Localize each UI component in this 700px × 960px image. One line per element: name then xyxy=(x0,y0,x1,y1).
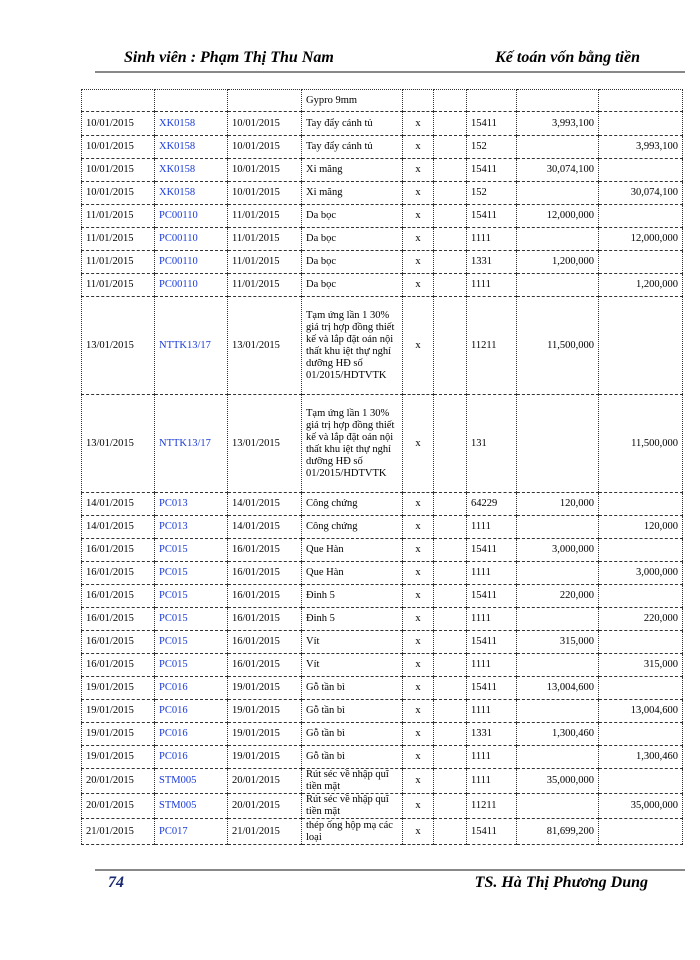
debit-cell: 13,004,600 xyxy=(517,677,599,700)
doc-number-cell[interactable]: PC015 xyxy=(155,654,228,677)
credit-cell: 3,993,100 xyxy=(599,136,683,159)
blank-cell xyxy=(434,746,467,769)
mark-cell: x xyxy=(403,654,434,677)
blank-cell xyxy=(434,608,467,631)
blank-cell xyxy=(434,90,467,112)
description-cell: Tay đẩy cánh tủ xyxy=(302,136,403,159)
description-cell: Rút séc về nhập quĩ tiền mặt xyxy=(302,794,403,819)
date-cell: 16/01/2015 xyxy=(82,608,155,631)
debit-cell xyxy=(517,562,599,585)
blank-cell xyxy=(434,677,467,700)
doc-number-cell[interactable] xyxy=(155,90,228,112)
blank-cell xyxy=(434,228,467,251)
account-cell: 15411 xyxy=(467,159,517,182)
doc-date-cell: 16/01/2015 xyxy=(228,654,302,677)
date-cell: 20/01/2015 xyxy=(82,769,155,794)
account-cell: 15411 xyxy=(467,585,517,608)
description-cell: Gỗ tần bì xyxy=(302,677,403,700)
doc-number-cell[interactable]: PC013 xyxy=(155,493,228,516)
description-cell: Que Hàn xyxy=(302,562,403,585)
description-cell: Đinh 5 xyxy=(302,585,403,608)
account-cell: 15411 xyxy=(467,819,517,845)
debit-cell: 3,993,100 xyxy=(517,112,599,136)
account-cell: 1111 xyxy=(467,274,517,297)
credit-cell: 220,000 xyxy=(599,608,683,631)
doc-date-cell: 14/01/2015 xyxy=(228,493,302,516)
account-cell: 1111 xyxy=(467,562,517,585)
blank-cell xyxy=(434,794,467,819)
credit-cell xyxy=(599,205,683,228)
doc-date-cell: 11/01/2015 xyxy=(228,274,302,297)
doc-date-cell: 16/01/2015 xyxy=(228,562,302,585)
blank-cell xyxy=(434,251,467,274)
doc-number-cell[interactable]: PC016 xyxy=(155,677,228,700)
table-row xyxy=(82,539,683,562)
credit-cell: 30,074,100 xyxy=(599,182,683,205)
debit-cell: 11,500,000 xyxy=(517,297,599,395)
debit-cell xyxy=(517,746,599,769)
table-row xyxy=(82,112,683,136)
description-cell: Gỗ tần bì xyxy=(302,746,403,769)
table-row xyxy=(82,251,683,274)
debit-cell: 120,000 xyxy=(517,493,599,516)
debit-cell xyxy=(517,516,599,539)
doc-date-cell: 10/01/2015 xyxy=(228,159,302,182)
doc-date-cell: 13/01/2015 xyxy=(228,297,302,395)
account-cell: 64229 xyxy=(467,493,517,516)
chapter-title: Kế toán vốn bằng tiền xyxy=(495,49,640,66)
description-cell: Da bọc xyxy=(302,274,403,297)
credit-cell: 12,000,000 xyxy=(599,228,683,251)
debit-cell: 30,074,100 xyxy=(517,159,599,182)
mark-cell: x xyxy=(403,274,434,297)
mark-cell: x xyxy=(403,562,434,585)
account-cell: 11211 xyxy=(467,297,517,395)
doc-date-cell: 19/01/2015 xyxy=(228,677,302,700)
credit-cell xyxy=(599,677,683,700)
blank-cell xyxy=(434,769,467,794)
credit-cell: 3,000,000 xyxy=(599,562,683,585)
account-cell: 152 xyxy=(467,182,517,205)
description-cell: Công chứng xyxy=(302,516,403,539)
mark-cell: x xyxy=(403,700,434,723)
credit-cell xyxy=(599,493,683,516)
description-cell: Gỗ tần bì xyxy=(302,723,403,746)
doc-date-cell: 19/01/2015 xyxy=(228,746,302,769)
doc-number-cell[interactable]: NTTK13/17 xyxy=(155,395,228,493)
student-name: Sinh viên : Phạm Thị Thu Nam xyxy=(124,49,334,66)
doc-number-cell[interactable]: PC00110 xyxy=(155,205,228,228)
blank-cell xyxy=(434,112,467,136)
doc-date-cell: 11/01/2015 xyxy=(228,251,302,274)
credit-cell xyxy=(599,90,683,112)
account-cell: 1111 xyxy=(467,700,517,723)
debit-cell: 3,000,000 xyxy=(517,539,599,562)
account-cell: 1331 xyxy=(467,723,517,746)
account-cell: 1331 xyxy=(467,251,517,274)
credit-cell: 315,000 xyxy=(599,654,683,677)
date-cell: 16/01/2015 xyxy=(82,631,155,654)
blank-cell xyxy=(434,723,467,746)
mark-cell: x xyxy=(403,251,434,274)
mark-cell: x xyxy=(403,159,434,182)
doc-date-cell: 19/01/2015 xyxy=(228,723,302,746)
table-row xyxy=(82,562,683,585)
supervisor-name: TS. Hà Thị Phương Dung xyxy=(474,874,648,891)
account-cell: 1111 xyxy=(467,228,517,251)
credit-cell xyxy=(599,585,683,608)
mark-cell: x xyxy=(403,112,434,136)
credit-cell: 120,000 xyxy=(599,516,683,539)
debit-cell xyxy=(517,182,599,205)
doc-number-cell[interactable]: PC016 xyxy=(155,746,228,769)
account-cell: 11211 xyxy=(467,794,517,819)
debit-cell xyxy=(517,136,599,159)
debit-cell xyxy=(517,608,599,631)
description-cell: Đinh 5 xyxy=(302,608,403,631)
date-cell: 10/01/2015 xyxy=(82,112,155,136)
ledger-body xyxy=(82,90,683,845)
doc-date-cell: 10/01/2015 xyxy=(228,182,302,205)
doc-date-cell: 19/01/2015 xyxy=(228,700,302,723)
debit-cell: 220,000 xyxy=(517,585,599,608)
table-row xyxy=(82,746,683,769)
credit-cell xyxy=(599,297,683,395)
date-cell: 11/01/2015 xyxy=(82,251,155,274)
ledger-table xyxy=(81,89,683,845)
table-row xyxy=(82,794,683,819)
date-cell: 16/01/2015 xyxy=(82,539,155,562)
blank-cell xyxy=(434,539,467,562)
date-cell: 19/01/2015 xyxy=(82,677,155,700)
blank-cell xyxy=(434,700,467,723)
table-row xyxy=(82,700,683,723)
account-cell: 1111 xyxy=(467,516,517,539)
credit-cell: 1,300,460 xyxy=(599,746,683,769)
date-cell: 11/01/2015 xyxy=(82,228,155,251)
credit-cell xyxy=(599,723,683,746)
table-row xyxy=(82,819,683,845)
debit-cell: 35,000,000 xyxy=(517,769,599,794)
doc-date-cell: 16/01/2015 xyxy=(228,608,302,631)
mark-cell: x xyxy=(403,493,434,516)
description-cell: Da bọc xyxy=(302,251,403,274)
table-row xyxy=(82,274,683,297)
credit-cell: 1,200,000 xyxy=(599,274,683,297)
doc-date-cell: 11/01/2015 xyxy=(228,228,302,251)
debit-cell xyxy=(517,700,599,723)
credit-cell xyxy=(599,251,683,274)
date-cell: 21/01/2015 xyxy=(82,819,155,845)
doc-date-cell: 20/01/2015 xyxy=(228,794,302,819)
account-cell: 15411 xyxy=(467,677,517,700)
doc-number-cell[interactable]: PC015 xyxy=(155,608,228,631)
mark-cell: x xyxy=(403,516,434,539)
credit-cell xyxy=(599,112,683,136)
description-cell: thép ống hộp mạ các loại xyxy=(302,819,403,845)
doc-number-cell[interactable]: PC00110 xyxy=(155,251,228,274)
date-cell: 20/01/2015 xyxy=(82,794,155,819)
doc-date-cell: 10/01/2015 xyxy=(228,136,302,159)
mark-cell: x xyxy=(403,228,434,251)
account-cell xyxy=(467,90,517,112)
doc-date-cell: 11/01/2015 xyxy=(228,205,302,228)
date-cell: 10/01/2015 xyxy=(82,182,155,205)
mark-cell: x xyxy=(403,539,434,562)
table-row xyxy=(82,228,683,251)
doc-number-cell[interactable]: PC013 xyxy=(155,516,228,539)
debit-cell: 81,699,200 xyxy=(517,819,599,845)
doc-number-cell[interactable]: PC017 xyxy=(155,819,228,845)
description-cell: Xi măng xyxy=(302,159,403,182)
account-cell: 1111 xyxy=(467,654,517,677)
table-row xyxy=(82,585,683,608)
debit-cell: 12,000,000 xyxy=(517,205,599,228)
table-row xyxy=(82,395,683,493)
date-cell: 19/01/2015 xyxy=(82,700,155,723)
mark-cell: x xyxy=(403,136,434,159)
date-cell: 11/01/2015 xyxy=(82,274,155,297)
table-row xyxy=(82,493,683,516)
debit-cell xyxy=(517,274,599,297)
credit-cell xyxy=(599,769,683,794)
blank-cell xyxy=(434,585,467,608)
doc-date-cell: 16/01/2015 xyxy=(228,585,302,608)
doc-date-cell: 13/01/2015 xyxy=(228,395,302,493)
table-row xyxy=(82,677,683,700)
doc-date-cell: 21/01/2015 xyxy=(228,819,302,845)
header-rule xyxy=(95,71,685,73)
page-footer xyxy=(80,868,682,898)
table-row xyxy=(82,608,683,631)
doc-number-cell[interactable]: XK0158 xyxy=(155,112,228,136)
debit-cell xyxy=(517,395,599,493)
account-cell: 15411 xyxy=(467,539,517,562)
mark-cell: x xyxy=(403,205,434,228)
blank-cell xyxy=(434,159,467,182)
blank-cell xyxy=(434,395,467,493)
credit-cell: 11,500,000 xyxy=(599,395,683,493)
mark-cell: x xyxy=(403,395,434,493)
doc-number-cell[interactable]: STM005 xyxy=(155,794,228,819)
account-cell: 15411 xyxy=(467,205,517,228)
table-row xyxy=(82,516,683,539)
description-cell: Công chứng xyxy=(302,493,403,516)
mark-cell: x xyxy=(403,819,434,845)
table-row xyxy=(82,297,683,395)
doc-number-cell[interactable]: XK0158 xyxy=(155,159,228,182)
description-cell: Xi măng xyxy=(302,182,403,205)
description-cell: Gypro 9mm xyxy=(302,90,403,112)
date-cell: 19/01/2015 xyxy=(82,723,155,746)
date-cell: 14/01/2015 xyxy=(82,516,155,539)
table-row xyxy=(82,769,683,794)
account-cell: 15411 xyxy=(467,112,517,136)
date-cell: 19/01/2015 xyxy=(82,746,155,769)
blank-cell xyxy=(434,631,467,654)
blank-cell xyxy=(434,136,467,159)
doc-number-cell[interactable]: PC016 xyxy=(155,723,228,746)
table-row xyxy=(82,90,683,112)
page-header xyxy=(80,44,682,74)
mark-cell: x xyxy=(403,297,434,395)
page-number: 74 xyxy=(108,874,124,891)
credit-cell xyxy=(599,819,683,845)
account-cell: 152 xyxy=(467,136,517,159)
credit-cell: 35,000,000 xyxy=(599,794,683,819)
doc-number-cell[interactable]: PC00110 xyxy=(155,228,228,251)
date-cell: 13/01/2015 xyxy=(82,297,155,395)
doc-number-cell[interactable]: PC015 xyxy=(155,562,228,585)
blank-cell xyxy=(434,819,467,845)
description-cell: Da bọc xyxy=(302,228,403,251)
date-cell: 14/01/2015 xyxy=(82,493,155,516)
date-cell xyxy=(82,90,155,112)
doc-date-cell: 14/01/2015 xyxy=(228,516,302,539)
blank-cell xyxy=(434,493,467,516)
description-cell: Tay đẩy cánh tủ xyxy=(302,112,403,136)
blank-cell xyxy=(434,654,467,677)
credit-cell: 13,004,600 xyxy=(599,700,683,723)
doc-date-cell: 10/01/2015 xyxy=(228,112,302,136)
debit-cell: 315,000 xyxy=(517,631,599,654)
description-cell: Rút séc về nhập quĩ tiền mặt xyxy=(302,769,403,794)
mark-cell: x xyxy=(403,794,434,819)
date-cell: 16/01/2015 xyxy=(82,562,155,585)
table-row xyxy=(82,205,683,228)
mark-cell: x xyxy=(403,585,434,608)
mark-cell: x xyxy=(403,608,434,631)
mark-cell: x xyxy=(403,723,434,746)
credit-cell xyxy=(599,159,683,182)
doc-number-cell[interactable]: PC015 xyxy=(155,539,228,562)
debit-cell: 1,200,000 xyxy=(517,251,599,274)
description-cell: Que Hàn xyxy=(302,539,403,562)
account-cell: 1111 xyxy=(467,608,517,631)
debit-cell xyxy=(517,90,599,112)
table-row xyxy=(82,723,683,746)
debit-cell: 1,300,460 xyxy=(517,723,599,746)
account-cell: 15411 xyxy=(467,631,517,654)
debit-cell xyxy=(517,228,599,251)
account-cell: 1111 xyxy=(467,769,517,794)
blank-cell xyxy=(434,297,467,395)
description-cell: Da bọc xyxy=(302,205,403,228)
debit-cell xyxy=(517,794,599,819)
doc-number-cell[interactable]: PC016 xyxy=(155,700,228,723)
doc-date-cell: 16/01/2015 xyxy=(228,539,302,562)
mark-cell: x xyxy=(403,769,434,794)
doc-number-cell[interactable]: STM005 xyxy=(155,769,228,794)
table-row xyxy=(82,136,683,159)
blank-cell xyxy=(434,516,467,539)
date-cell: 10/01/2015 xyxy=(82,159,155,182)
description-cell: Vít xyxy=(302,631,403,654)
account-cell: 1111 xyxy=(467,746,517,769)
blank-cell xyxy=(434,205,467,228)
mark-cell xyxy=(403,90,434,112)
account-cell: 131 xyxy=(467,395,517,493)
table-row xyxy=(82,631,683,654)
description-cell: Gỗ tần bì xyxy=(302,700,403,723)
description-cell: Tạm ứng lần 1 30% giá trị hợp đồng thiết kế và lắp đặt oán nội thất khu iệt thự nghỉ dưỡng HĐ số 01/2015/HDTVTK xyxy=(302,395,403,493)
mark-cell: x xyxy=(403,182,434,205)
mark-cell: x xyxy=(403,631,434,654)
mark-cell: x xyxy=(403,677,434,700)
credit-cell xyxy=(599,539,683,562)
description-cell: Vít xyxy=(302,654,403,677)
doc-number-cell[interactable]: XK0158 xyxy=(155,182,228,205)
mark-cell: x xyxy=(403,746,434,769)
date-cell: 16/01/2015 xyxy=(82,585,155,608)
blank-cell xyxy=(434,274,467,297)
debit-cell xyxy=(517,654,599,677)
doc-number-cell[interactable]: PC00110 xyxy=(155,274,228,297)
date-cell: 10/01/2015 xyxy=(82,136,155,159)
date-cell: 11/01/2015 xyxy=(82,205,155,228)
date-cell: 13/01/2015 xyxy=(82,395,155,493)
doc-date-cell: 16/01/2015 xyxy=(228,631,302,654)
doc-number-cell[interactable]: NTTK13/17 xyxy=(155,297,228,395)
blank-cell xyxy=(434,182,467,205)
date-cell: 16/01/2015 xyxy=(82,654,155,677)
doc-number-cell[interactable]: PC015 xyxy=(155,631,228,654)
doc-number-cell[interactable]: XK0158 xyxy=(155,136,228,159)
table-row xyxy=(82,654,683,677)
doc-number-cell[interactable]: PC015 xyxy=(155,585,228,608)
table-row xyxy=(82,159,683,182)
table-row xyxy=(82,182,683,205)
doc-date-cell: 20/01/2015 xyxy=(228,769,302,794)
blank-cell xyxy=(434,562,467,585)
description-cell: Tạm ứng lần 1 30% giá trị hợp đồng thiết kế và lắp đặt oán nội thất khu iệt thự nghỉ dưỡng HĐ số 01/2015/HDTVTK xyxy=(302,297,403,395)
credit-cell xyxy=(599,631,683,654)
doc-date-cell xyxy=(228,90,302,112)
